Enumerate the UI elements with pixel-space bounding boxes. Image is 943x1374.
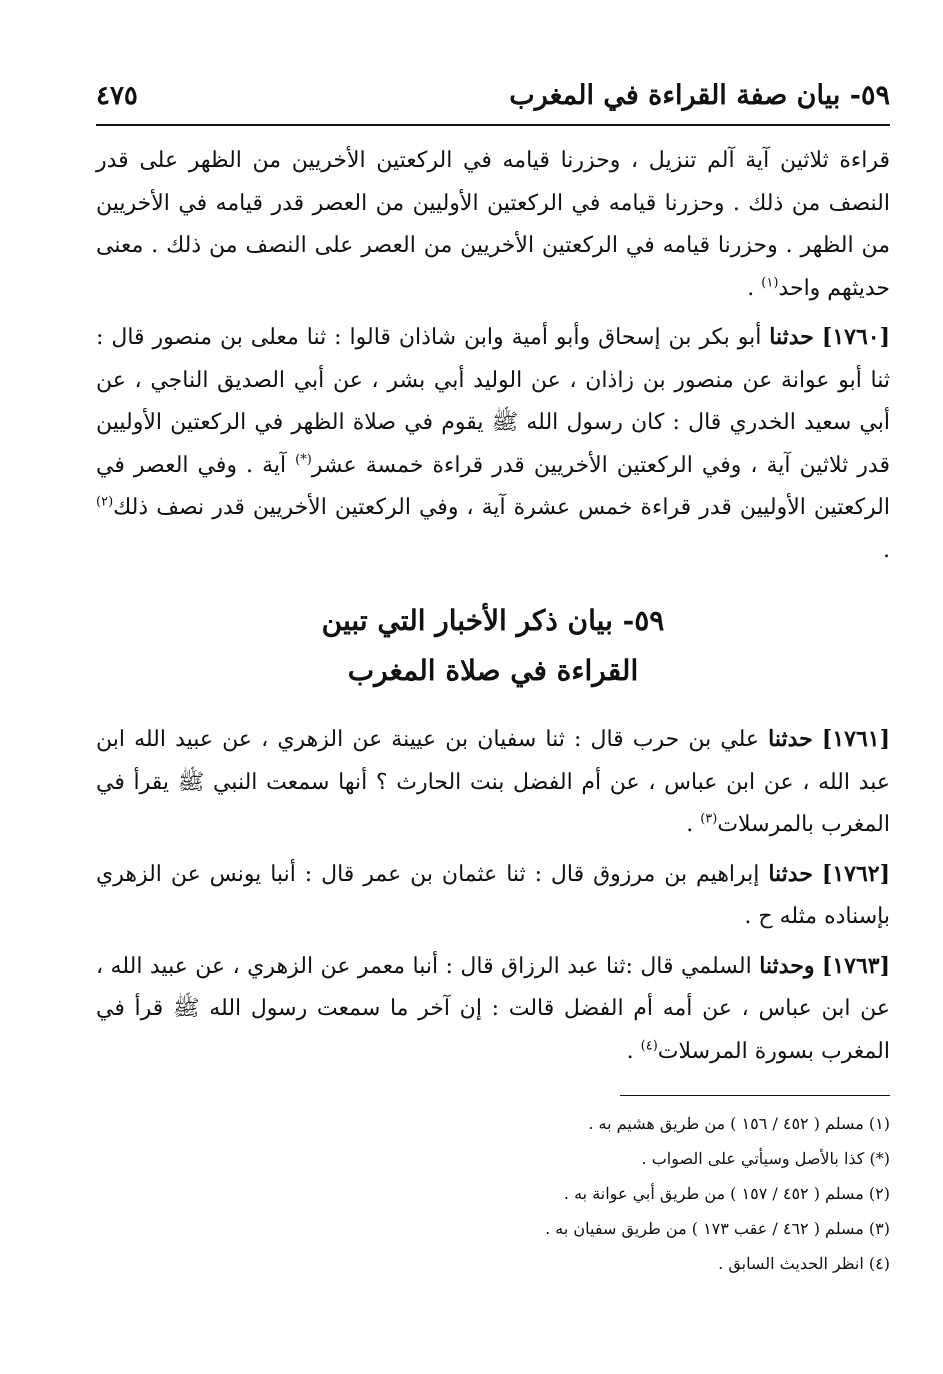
footnote-2: (٢) مسلم ( ٤٥٢ / ١٥٧ ) من طريق أبي عوانة به . [563, 1184, 890, 1203]
hadith-end: . [883, 537, 890, 563]
hadith-1760 [96, 316, 890, 572]
hadith-1762 [96, 853, 890, 939]
hadith-lead-word: حدثنا [768, 726, 813, 752]
continued-paragraph [96, 140, 890, 310]
footnote-1: (١) مسلم ( ٤٥٢ / ١٥٦ ) من طريق هشيم به . [588, 1114, 890, 1133]
hadith-lead-word: حدثنا [768, 860, 813, 887]
paragraph-end: . [747, 275, 762, 301]
section-heading-line-2: القراءة في صلاة المغرب [347, 654, 639, 687]
running-header [96, 80, 890, 126]
footnote-marker: (*) [295, 452, 312, 468]
hadith-text: السلمي قال :ثنا عبد الرزاق قال : أنبا معمر عن الزهري ، عن عبيد الله ، عن ابن عباس ، عن أمه أم الفضل قالت : إن آخر ما سمعت رسول الله ﷺ قرأ في المغرب بسورة المرسلات [96, 953, 890, 1064]
hadith-end: . [686, 812, 701, 837]
paragraph-text: قراءة ثلاثين آية آلم تنزيل ، وحزرنا قيامه في الركعتين الأخريين من الظهر على قدر النصف من ذلك . وحزرنا قيامه في الركعتين الأوليين من العصر قدر قيامه في الأخريين من الظهر . وحزرنا قيامه في الركعتين الأخريين من العصر على النصف من ذلك . معنى حديثهم واحد [96, 148, 890, 301]
book-page [96, 80, 890, 1281]
hadith-lead-word: وحدثنا [759, 952, 815, 979]
hadith-text: أبو بكر بن إسحاق وأبو أمية وابن شاذان قالوا : ثنا معلى بن منصور قال : ثنا أبو عوانة عن منصور بن زاذان ، عن الوليد أبي بشر ، عن أبي الصديق الناجي ، عن أبي سعيد الخدري قال : كان رسول الله ﷺ يقوم في صلاة الظهر في الركعتين الأوليين قدر ثلاثين آية ، وفي الركعتين الأخريين قدر قراءة خمسة عشر [96, 325, 891, 478]
footnote-marker: (٣) [700, 811, 718, 827]
hadith-text: علي بن حرب قال : ثنا سفيان بن عيينة عن الزهري ، عن عبيد الله ابن عبد الله ، عن ابن عباس ، عن أم الفضل بنت الحارث ؟ أنها سمعت النبي ﷺ يقرأ في المغرب بالمرسلات [96, 727, 890, 837]
hadith-lead-word: حدثنا [769, 324, 814, 350]
hadith-1763 [96, 945, 890, 1074]
footnote-4: (٤) انظر الحديث السابق . [718, 1254, 890, 1273]
page-number: ٤٧٥ [96, 81, 138, 111]
hadith-number: [١٧٦١] [821, 726, 890, 752]
footnote-3: (٣) مسلم ( ٤٦٢ / عقب ١٧٣ ) من طريق سفيان به . [545, 1219, 890, 1238]
hadith-end: . [626, 1038, 641, 1064]
footnote-divider [620, 1095, 890, 1096]
hadith-1761 [96, 718, 890, 847]
hadith-text: إبراهيم بن مرزوق قال : ثنا عثمان بن عمر قال : أنبا يونس عن الزهري بإسناده مثله ح . [96, 861, 890, 929]
section-heading-line-1: ٥٩- بيان ذكر الأخبار التي تبين [321, 604, 665, 637]
footnote-star: (*) كذا بالأصل وسيأتي على الصواب . [641, 1149, 890, 1168]
footnote-marker: (١) [761, 275, 779, 291]
hadith-text: آية . وفي العصر في الركعتين الأوليين قدر قراءة خمس عشرة آية ، وفي الركعتين الأخريين قدر نصف ذلك [96, 452, 890, 520]
hadith-number: [١٧٦٣] [821, 952, 891, 979]
footnote-marker: (٢) [96, 494, 114, 510]
running-title: ٥٩- بيان صفة القراءة في المغرب [509, 80, 890, 111]
footnote-marker: (٤) [640, 1038, 658, 1054]
hadith-number: [١٧٦٢] [821, 860, 891, 887]
hadith-number: [١٧٦٠] [821, 324, 890, 350]
footnotes [96, 1106, 890, 1281]
section-heading [96, 596, 890, 696]
